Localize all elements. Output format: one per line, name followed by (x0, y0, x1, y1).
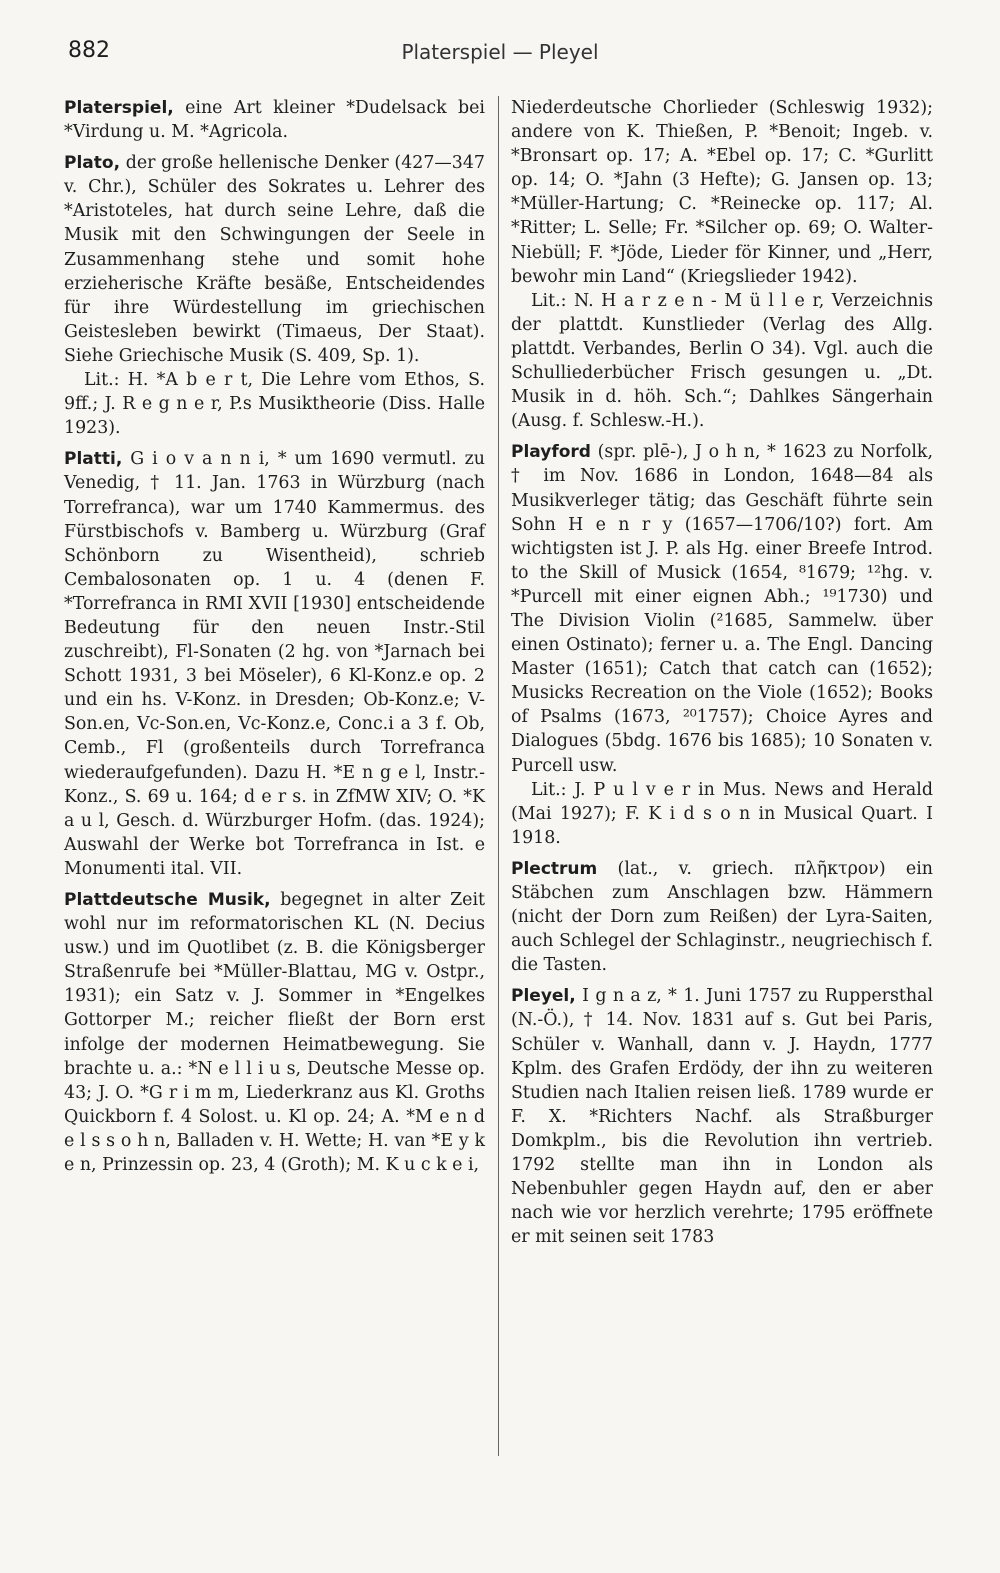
entry-continuation: Niederdeutsche Chorlieder (Schleswig 1932); andere von K. Thießen, P. *Benoit; Ingeb. v. *Bronsart op. 17; A. *Ebel op. 17; C. *Gurlitt op. 14; O. *Jahn (3 Hefte); G. Jansen op. 13; *Müller-Hartung; C. *Reinecke op. 117; Al. *Ritter; L. Selle; Fr. *Silcher op. 69; O. Walter-Niebüll; F. *Jöde, Lieder för Kinner, und „Herr, bewohr min Land“ (Kriegslieder 1942). (511, 98, 933, 287)
literature-plattdeutsche: Lit.: N. H a r z e n - M ü l l e r, Verzeichnis der plattdt. Kunstlieder (Verlag des Allg. plattdt. Verbandes, Berlin O 34). Vgl. auch die Schulliederbücher Frisch gesungen u. „Dt. Musik in d. höh. Sch.“; Dahlkes Sängerhain (Ausg. f. Schlesw.-H.). (511, 290, 933, 432)
headword-plattdeutsche-musik: Plattdeutsche Musik, (64, 890, 271, 910)
literature-playford: Lit.: J. P u l v e r in Mus. News and Herald (Mai 1927); F. K i d s o n in Musical Quart. I 1918. (511, 779, 933, 848)
headword-plectrum: Plectrum (511, 858, 598, 879)
column-divider (498, 96, 499, 1456)
entry-text: I g n a z, * 1. Juni 1757 zu Ruppersthal (N.-Ö.), † 14. Nov. 1831 auf s. Gut bei Paris, Schüler v. Wanhall, dann v. J. Haydn, 1777 Kplm. des Grafen Erdödy, der ihn zu weiteren Studien nach Italien reisen ließ. 1789 wurde er F. X. *Richters Nachf. als Straßburger Domkplm., bis die Revolution ihn vertrieb. 1792 stellte man ihn in London als Nebenbuhler gegen Haydn auf, den er aber nach wie vor herzlich verehrte; 1795 eröffnete er mit seinen seit 1783 (511, 986, 934, 1248)
literature-plato: Lit.: H. *A b e r t, Die Lehre vom Ethos, S. 9ff.; J. R e g n e r, P.s Musiktheorie (Diss. Halle 1923). (64, 370, 485, 439)
entry-plattdeutsche-musik (64, 888, 485, 1177)
left-column (64, 96, 485, 1177)
running-title: Platerspiel — Pleyel (401, 40, 599, 64)
headword-platerspiel: Platerspiel, (64, 98, 174, 118)
entry-text: der große hellenische Denker (427—347 v. Chr.), Schüler des Sokrates u. Lehrer des *Aristoteles, hat durch seine Lehre, daß die Musik mit den Schwingungen der Seele in Zusammenhang stehe und somit hohe erzieherische Kräfte besäße, Entscheidendes für ihre Würdestellung im griechischen Geistesleben bewirkt (Timaeus, Der Staat). Siehe Griechische Musik (S. 409, Sp. 1). (64, 153, 485, 366)
page-header (0, 38, 1000, 70)
right-column (511, 96, 933, 1249)
headword-platti: Platti, (64, 449, 123, 470)
entry-pleyel (511, 984, 933, 1249)
headword-pleyel: Pleyel, (511, 986, 576, 1007)
headword-playford: Playford (511, 442, 591, 463)
entry-text: G i o v a n n i, * um 1690 vermutl. zu Venedig, † 11. Jan. 1763 in Würzburg (nach Torrefranca), war um 1740 Kammermus. des Fürstbischofs v. Bamberg u. Würzburg (Graf Schönborn zu Wisentheid), schrieb Cembalosonaten op. 1 u. 4 (denen F. *Torrefranca in RMI XVII [1930] entscheidende Bedeutung für den neuen Instr.-Stil zuschreibt), Fl-Sonaten (2 hg. von *Jarnach bei Schott 1931, 3 bei Möseler), 6 Kl-Konz.e op. 2 und ein hs. V-Konz. in Dresden; Ob-Konz.e; V-Son.en, Vc-Son.en, Vc-Konz.e, Conc.i a 3 f. Ob, Cemb., Fl (großenteils durch Torrefranca wiederaufgefunden). Dazu H. *E n g e l, Instr.-Konz., S. 69 u. 164; d e r s. in ZfMW XIV; O. *K a u l, Gesch. d. Würzburger Hofm. (das. 1924); Auswahl der Werke bot Torrefranca in Ist. e Monumenti ital. VII. (64, 449, 485, 879)
entry-platerspiel (64, 96, 485, 144)
entry-text: begegnet in alter Zeit wohl nur im reformatorischen KL (N. Decius usw.) und im Quotlibet (z. B. die Königsberger Straßenrufe bei *Müller-Blattau, MG v. Ostpr., 1931); ein Satz v. J. Sommer in *Engelkes Gottorper M.; reicher fließt der Born erst infolge der modernen Heimatbewegung. Sie brachte u. a.: *N e l l i u s, Deutsche Messe op. 43; J. O. *G r i m m, Liederkranz aus Kl. Groths Quickborn f. 4 Solost. u. Kl op. 24; A. *M e n d e l s s o h n, Balladen v. H. Wette; H. van *E y k e n, Prinzessin op. 23, 4 (Groth); M. K u c k e i, (64, 890, 485, 1176)
entry-text: eine Art kleiner *Dudelsack bei *Virdung u. M. *Agricola. (64, 98, 485, 143)
entry-platti (64, 447, 485, 881)
entry-plectrum (511, 857, 933, 977)
headword-plato: Plato, (64, 153, 121, 174)
page-number: 882 (68, 38, 110, 63)
entry-playford (511, 440, 933, 777)
entry-text: (spr. plē-), J o h n, * 1623 zu Norfolk, † im Nov. 1686 in London, 1648—84 als Musikverleger tätig; das Geschäft führte sein Sohn H e n r y (1657—1706/10?) fort. Am wichtigsten ist J. P. als Hg. einer Breefe Introd. to the Skill of Musick (1654, ⁸1679; ¹²hg. v. *Purcell mit einer eignen Abh.; ¹⁹1730) und The Division Violin (²1685, Sammelw. über einen Ostinato); ferner u. a. The Engl. Dancing Master (1651); Catch that catch can (1652); Musicks Recreation on the Viole (1652); Books of Psalms (1673, ²⁰1757); Choice Ayres and Dialogues (5bdg. 1676 bis 1685); 10 Sonaten v. Purcell usw. (511, 442, 933, 776)
entry-plato (64, 151, 485, 368)
entry-text: (lat., v. griech. πλῆκτρον) ein Stäbchen zum Anschlagen bzw. Hämmern (nicht der Dorn zum Reißen) der Lyra-Saiten, auch Schlegel der Schlaginstr., neugriechisch f. die Tasten. (511, 858, 933, 976)
